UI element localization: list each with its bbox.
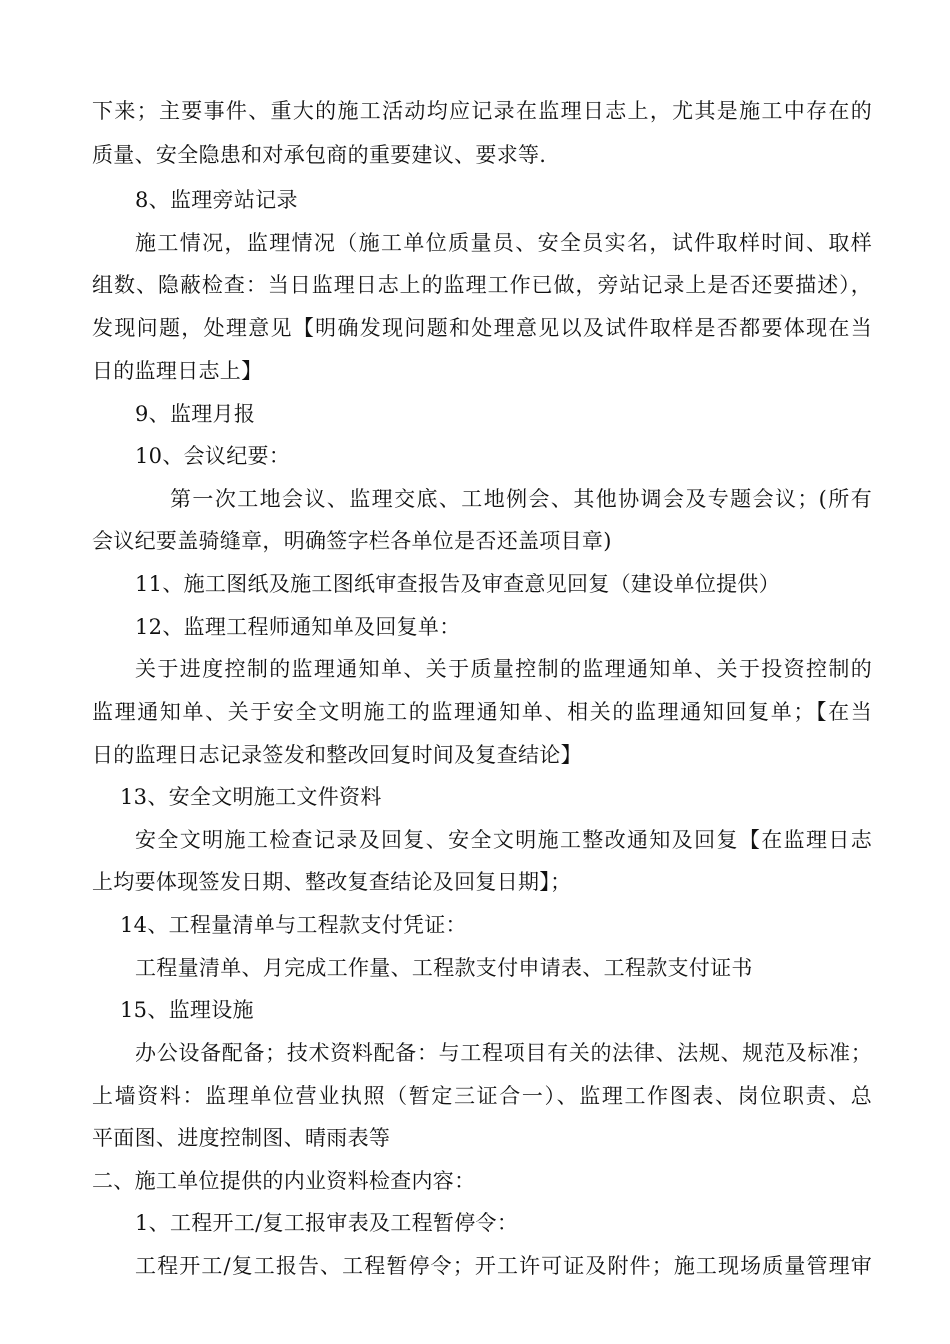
section-heading: 12、监理工程师通知单及回复单： bbox=[135, 615, 461, 639]
section-heading: 1、工程开工/复工报审表及工程暂停令： bbox=[135, 1211, 519, 1235]
text-line: 平面图、进度控制图、晴雨表等 bbox=[92, 1126, 391, 1150]
section-heading: 9、监理月报 bbox=[135, 402, 256, 426]
text-line: 日的监理日志记录签发和整改回复时间及复查结论】 bbox=[92, 743, 582, 767]
text-line: 监理通知单、关于安全文明施工的监理通知单、相关的监理通知回复单；【在当 bbox=[92, 700, 872, 724]
text-line: 日的监理日志上】 bbox=[92, 359, 263, 383]
text-line: 关于进度控制的监理通知单、关于质量控制的监理通知单、关于投资控制的 bbox=[135, 657, 872, 681]
section-heading: 10、会议纪要： bbox=[135, 444, 291, 468]
text-line: 办公设备配备；技术资料配备：与工程项目有关的法律、法规、规范及标准； bbox=[135, 1041, 872, 1065]
section-heading: 14、工程量清单与工程款支付凭证： bbox=[120, 913, 467, 937]
text-line: 上均要体现签发日期、整改复查结论及回复日期】； bbox=[92, 870, 572, 894]
text-line: 安全文明施工检查记录及回复、安全文明施工整改通知及回复【在监理日志 bbox=[135, 828, 872, 852]
text-line: 发现问题，处理意见【明确发现问题和处理意见以及试件取样是否都要体现在当 bbox=[92, 316, 872, 340]
text-line: 质量、安全隐患和对承包商的重要建议、要求等. bbox=[92, 143, 547, 167]
section-heading: 11、施工图纸及施工图纸审查报告及审查意见回复（建设单位提供） bbox=[135, 572, 781, 596]
section-heading: 二、施工单位提供的内业资料检查内容： bbox=[92, 1169, 476, 1193]
text-line: 会议纪要盖骑缝章，明确签字栏各单位是否还盖项目章) bbox=[92, 529, 612, 553]
text-line: 施工情况，监理情况（施工单位质量员、安全员实名，试件取样时间、取样 bbox=[135, 231, 872, 255]
text-line: 工程量清单、月完成工作量、工程款支付申请表、工程款支付证书 bbox=[135, 956, 753, 980]
section-heading: 13、安全文明施工文件资料 bbox=[120, 785, 382, 809]
text-line: 组数、隐蔽检查：当日监理日志上的监理工作已做，旁站记录上是否还要描述）， bbox=[92, 273, 872, 297]
text-line: 上墙资料：监理单位营业执照（暂定三证合一）、监理工作图表、岗位职责、总 bbox=[92, 1084, 872, 1108]
text-line: 下来；主要事件、重大的施工活动均应记录在监理日志上，尤其是施工中存在的 bbox=[92, 99, 872, 123]
text-line: 第一次工地会议、监理交底、工地例会、其他协调会及专题会议；(所有 bbox=[170, 487, 872, 511]
section-heading: 8、监理旁站记录 bbox=[135, 188, 298, 212]
section-heading: 15、监理设施 bbox=[120, 998, 254, 1022]
text-line: 工程开工/复工报告、工程暂停令；开工许可证及附件；施工现场质量管理审 bbox=[135, 1254, 872, 1278]
